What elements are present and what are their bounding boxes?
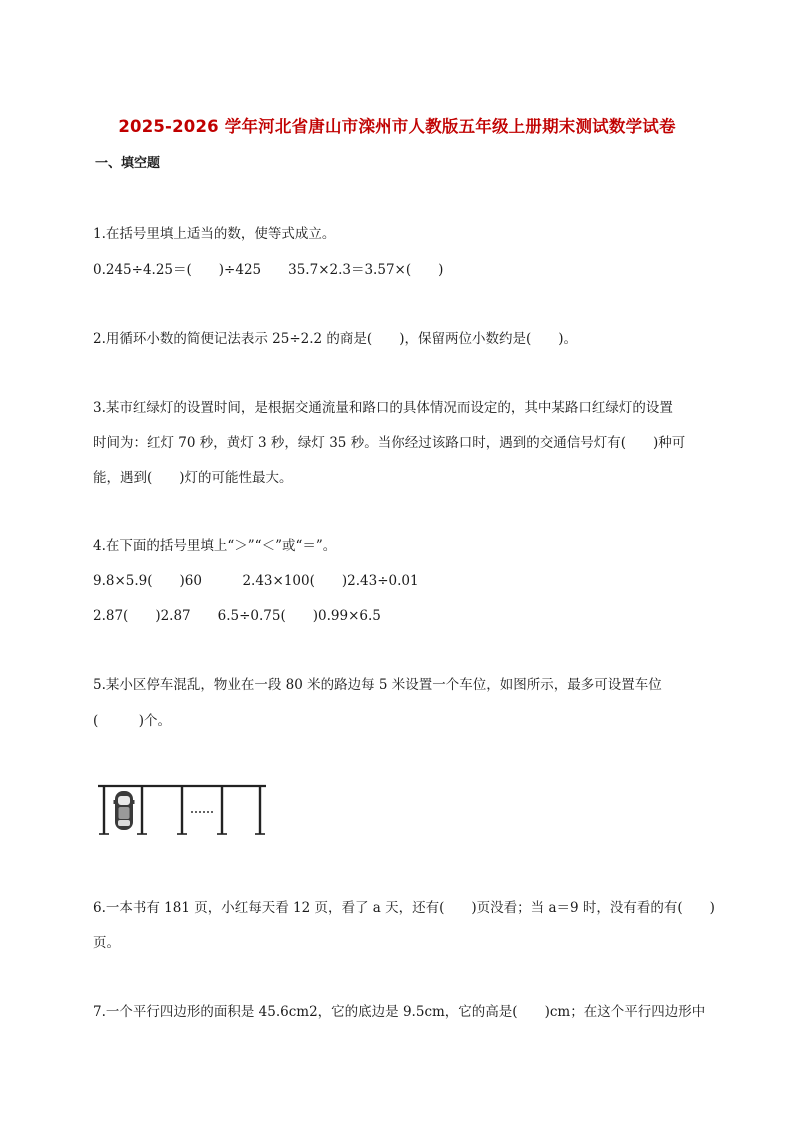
question-1-line-1: 1.在括号里填上适当的数，使等式成立。 xyxy=(93,226,336,242)
question-7-line-1: 7.一个平行四边形的面积是 45.6cm2，它的底边是 9.5cm，它的高是( )cm；在这个平行四边形中 xyxy=(93,1004,706,1020)
car-icon xyxy=(114,791,135,830)
ellipsis-dots xyxy=(191,811,213,813)
question-6-line-2: 页。 xyxy=(93,935,120,951)
exam-title: 2025-2026 学年河北省唐山市滦州市人教版五年级上册期末测试数学试卷 xyxy=(118,117,676,136)
question-1-line-2: 0.245÷4.25＝( )÷425 35.7×2.3＝3.57×( ) xyxy=(93,262,444,278)
question-5-line-2: ( )个。 xyxy=(93,713,172,729)
question-3-line-3: 能，遇到( )灯的可能性最大。 xyxy=(93,470,293,486)
question-3-line-2: 时间为：红灯 70 秒，黄灯 3 秒，绿灯 35 秒。当你经过该路口时，遇到的交通信号灯有( )种可 xyxy=(93,435,686,451)
question-2-line-1: 2.用循环小数的简便记法表示 25÷2.2 的商是( )，保留两位小数约是( )。 xyxy=(93,331,577,347)
question-5-line-1: 5.某小区停车混乱，物业在一段 80 米的路边每 5 米设置一个车位，如图所示，最多可设置车位 xyxy=(93,677,662,693)
question-4-line-2: 9.8×5.9( )60 2.43×100( )2.43÷0.01 xyxy=(93,573,419,589)
question-6-line-1: 6.一本书有 181 页，小红每天看 12 页，看了 a 天，还有( )页没看；当 a＝9 时，没有看的有( ) xyxy=(93,900,715,916)
question-3-line-1: 3.某市红绿灯的设置时间，是根据交通流量和路口的具体情况而设定的，其中某路口红绿灯的设置 xyxy=(93,400,673,416)
parking-spaces-figure xyxy=(96,776,268,840)
question-4-line-3: 2.87( )2.87 6.5÷0.75( )0.99×6.5 xyxy=(93,608,381,624)
question-4-line-1: 4.在下面的括号里填上“＞”“＜”或“＝”。 xyxy=(93,538,337,554)
section-heading: 一、填空题 xyxy=(95,156,161,171)
